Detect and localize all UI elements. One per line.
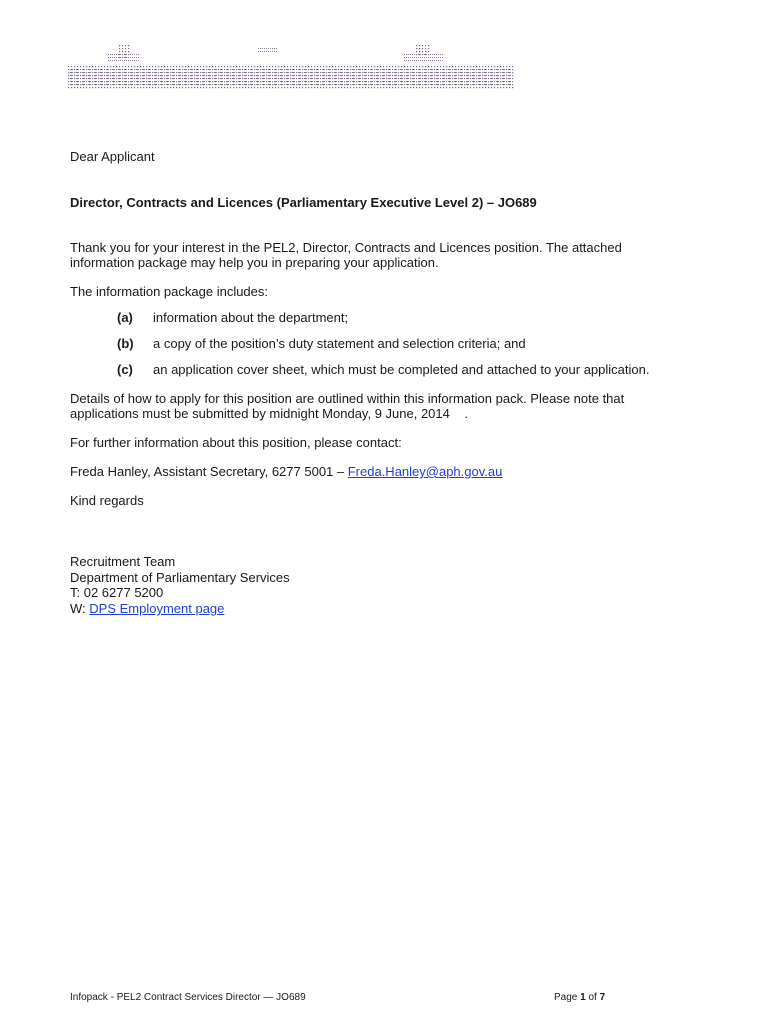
dps-employment-link[interactable]: DPS Employment page (89, 601, 225, 616)
signature-team: Recruitment Team (70, 554, 176, 569)
list-marker: (b) (117, 336, 134, 351)
salutation: Dear Applicant (70, 149, 155, 164)
includes-intro: The information package includes: (70, 284, 269, 299)
intro-paragraph-line-1: Thank you for your interest in the PEL2, Director, Contracts and Licences position. The attached (70, 240, 622, 255)
intro-paragraph-line-2: information package may help you in preparing your application. (70, 255, 439, 270)
signature-phone: T: 02 6277 5200 (70, 585, 164, 600)
list-item (117, 310, 348, 325)
list-marker: (a) (117, 310, 133, 325)
list-item (117, 336, 526, 351)
list-marker: (c) (117, 362, 133, 377)
contact-email-link[interactable]: Freda.Hanley@aph.gov.au (347, 464, 503, 479)
list-text: a copy of the position’s duty statement and selection criteria; and (153, 336, 526, 351)
contact-intro: For further information about this position, please contact: (70, 435, 402, 450)
apply-paragraph-line-2: applications must be submitted by midnight Monday, 9 June, 2014 . (70, 406, 468, 421)
contact-name: Freda Hanley, Assistant Secretary, 6277 5001 – (70, 464, 348, 479)
list-text: an application cover sheet, which must be completed and attached to your application. (153, 362, 650, 377)
letter-heading: Director, Contracts and Licences (Parliamentary Executive Level 2) – JO689 (70, 195, 537, 210)
page-total: 7 (599, 992, 606, 1003)
page-of: of (585, 992, 600, 1003)
list-item (117, 362, 649, 377)
footer-page-number (554, 990, 605, 1005)
apply-paragraph-line-1: Details of how to apply for this position are outlined within this information pack. Please note that (70, 391, 625, 406)
department-logo-banner (68, 42, 514, 102)
signature-department: Department of Parliamentary Services (70, 570, 290, 585)
list-text: information about the department; (153, 310, 349, 325)
page-current: 1 (580, 992, 586, 1003)
page-label: Page (554, 992, 581, 1003)
signature-web (70, 601, 224, 616)
signature-web-prefix: W: (70, 601, 90, 616)
contact-line (70, 464, 502, 479)
closing: Kind regards (70, 493, 144, 508)
footer-document-title: Infopack - PEL2 Contract Services Director — JO689 (70, 992, 306, 1003)
